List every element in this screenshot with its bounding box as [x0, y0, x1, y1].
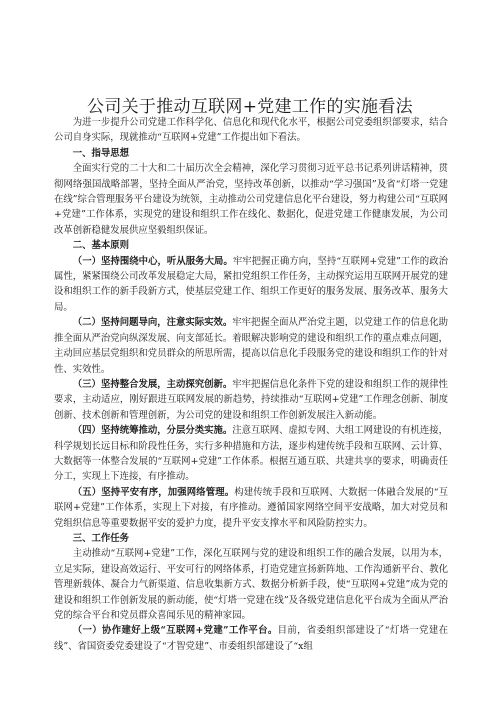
- principle-text: 构建传统手段和互联网、大数据一体融合发展的“互联网+党建”工作体系，实现上下对接，有序推动。遵循国家网络空间平安战略，加大对党员和党组织信息等重要数据平安的爱护力度，提升平安支撑水平和风险防控实力。: [54, 486, 448, 529]
- document-body: [54, 115, 448, 654]
- section-heading-basic-principles: 二、基本原则: [72, 240, 130, 252]
- principle-lead: （五）坚持平安有序，加强网络管理。: [72, 486, 235, 498]
- principle-text: 注意互联网、虚拟专网、大组工网建设的有机连接，科学规划长远目标和阶段性任务，实行多种措施和方法，逐步构建传统手段和互联网、云计算、大数据等一体整合发展的“互联网+党建”工作体系。根据互通互联、共建共享的要求，明确责任分工，实现上下连接，有序推动。: [54, 425, 448, 483]
- principle-paragraph: [54, 485, 448, 531]
- principle-paragraph: [54, 315, 448, 377]
- principle-text: 牢牢把握正确方向，坚持“互联网+党建”工作的政治属性，紧紧围绕公司改革发展稳定大局，紧扣党组织工作任务，主动探究运用互联网开展党的建设和组织工作的新手段新方式，使基层党建工作、组织工作更好的服务发展、服务改革、服务大局。: [54, 255, 448, 313]
- principle-paragraph: [54, 254, 448, 316]
- section-paragraph-work-tasks: 主动推动“互联网+党建”工作，深化互联网与党的建设和组织工作的融合发展，以用为本，立足实际，建设高效运行、平安可行的网络体系，打造党建宣扬新阵地、工作沟通新平台、教化管理新载体、凝合力气新渠道、信息收集新方式、数据分析新手段，使“互联网+党建”成为党的建设和组织工作创新发展的新动能，使“灯塔一党建在线”及各级党建信息化平台成为全面从严治党的综合平台和党员群众喜闻乐见的精神家园。: [54, 548, 448, 621]
- section-paragraph-guiding-ideology: 全面实行党的二十大和二十届历次全会精神，深化学习贯彻习近平总书记系列讲话精神，贯彻网络强国战略部署，坚持全面从严治党，坚持改革创新，以推动“学习强国”及省“灯塔一党建在线”综合管理服务平台建设为统领，主动推动公司党建信息化平台建设，努力构建公司“互联网+党建”工作体系，实现党的建设和组织工作在线化、数据化，促进党建工作健康发展，为公司改革创新稳健发展供应坚毅组织保证。: [54, 163, 448, 236]
- section-heading-work-tasks: 三、工作任务: [72, 532, 130, 544]
- principle-text: 牢牢把握全面从严治党主题，以党建工作的信息化助推全面从严治党向纵深发展、向支部延长。着眼解决影响党的建设和组织工作的重点难点问题，主动回应基层党组织和党员群众的所思所需，提高以信息化手段服务党的建设和组织工作的针对性、实效性。: [54, 317, 448, 375]
- principle-lead: （三）坚持整合发展，主动探究创新。: [72, 378, 233, 390]
- principle-lead: （一）坚持围绕中心，听从服务大局。: [72, 255, 233, 267]
- task-paragraph: [54, 623, 448, 654]
- section-heading-guiding-ideology: 一、指导思想: [72, 147, 130, 159]
- principle-lead: （二）坚持问题导向，注意实际实效。: [72, 317, 233, 329]
- principle-text: 牢牢把握信息化条件下党的建设和组织工作的规律性要求，主动适应，刚好跟进互联网发展的新趋势，持续推动“互联网+党建”工作理念创新、制度创新、技术创新和管理创新，为公司党的建设和组织工作创新发展注入新动能。: [54, 378, 448, 421]
- intro-paragraph: 为进一步提升公司党建工作科学化、信息化和现代化水平，根据公司党委组织部要求，结合公司自身实际，现就推动“互联网+党建”工作提出如下看法。: [54, 117, 448, 144]
- principle-lead: （四）坚持统筹推动，分层分类实施。: [72, 425, 233, 437]
- task-lead: （一）协作建好上级“互联网+党建”工作平台。: [72, 625, 278, 637]
- principle-paragraph: [54, 377, 448, 423]
- principle-paragraph: [54, 423, 448, 485]
- document-title: 公司关于推动互联网+党建工作的实施看法: [87, 97, 413, 117]
- task-text: 目前，省委组织部建设了“灯塔一党建在线”、省国资委党委建设了“才智党建”、市委组织部建设了“x组: [54, 625, 448, 652]
